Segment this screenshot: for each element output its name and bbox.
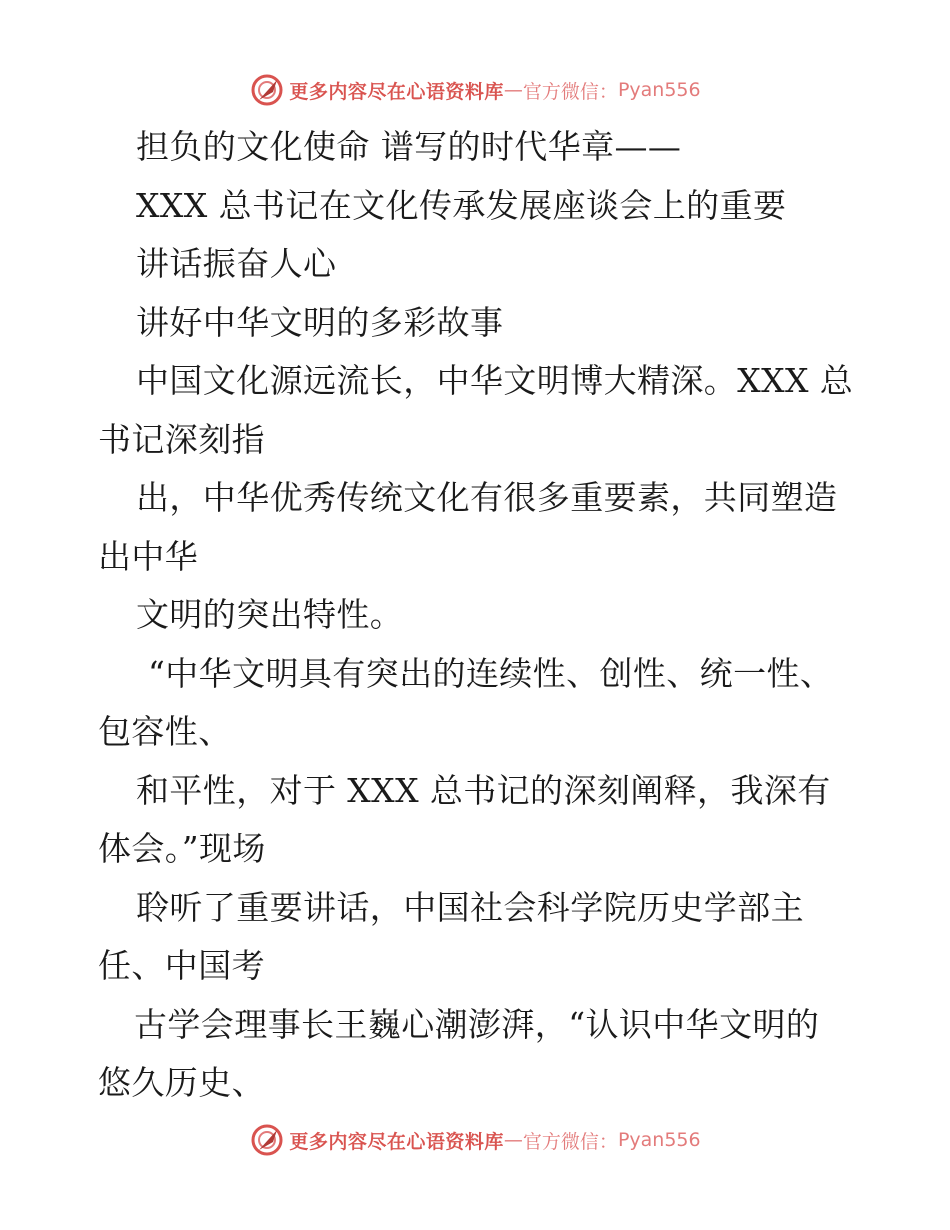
banner-dash: —	[503, 79, 523, 101]
quill-logo-icon	[249, 72, 285, 108]
text-line: “中华文明具有突出的连续性、创性、统一性、	[148, 653, 834, 693]
banner-wechat-id: Pyan556	[617, 1129, 701, 1151]
quill-logo-icon	[249, 1122, 285, 1158]
banner-wechat-label: 官方微信：	[522, 1130, 618, 1153]
document-body	[0, 118, 950, 1113]
text-line: 中国文化源远流长，中华文明博大精深。XXX 总	[136, 361, 854, 400]
text-line: 讲好中华文明的多彩故事	[136, 302, 504, 342]
text-line: 和平性，对于 XXX 总书记的深刻阐释，我深有	[136, 770, 831, 810]
banner-dash: —	[503, 1129, 523, 1151]
text-line: 讲话振奋人心	[136, 244, 337, 283]
text-line: 文明的突出特性。	[136, 595, 404, 634]
text-line: 悠久历史、	[98, 1063, 265, 1102]
text-line: 出中华	[98, 536, 199, 576]
text-line: 体会。”现场	[98, 829, 266, 868]
text-line: 包容性、	[98, 712, 232, 751]
banner-wechat-id: Pyan556	[617, 79, 701, 101]
banner-wechat-label: 官方微信：	[522, 80, 618, 103]
text-line: 书记深刻指	[98, 419, 265, 459]
text-line: 任、中国考	[98, 946, 265, 985]
text-line: 古学会理事长王巍心潮澎湃，“认识中华文明的	[134, 1004, 820, 1044]
text-line: 担负的文化使命 谱写的时代华章——	[136, 127, 682, 166]
footer-watermark-banner	[0, 1120, 950, 1160]
text-line: 聆听了重要讲话，中国社会科学院历史学部主	[136, 887, 804, 927]
banner-main-text: 更多内容尽在心语资料库	[289, 1130, 504, 1153]
text-line: XXX 总书记在文化传承发展座谈会上的重要	[136, 185, 787, 225]
banner-main-text: 更多内容尽在心语资料库	[289, 80, 504, 103]
text-line: 出，中华优秀传统文化有很多重要素，共同塑造	[136, 478, 838, 517]
header-watermark-banner	[0, 70, 950, 110]
